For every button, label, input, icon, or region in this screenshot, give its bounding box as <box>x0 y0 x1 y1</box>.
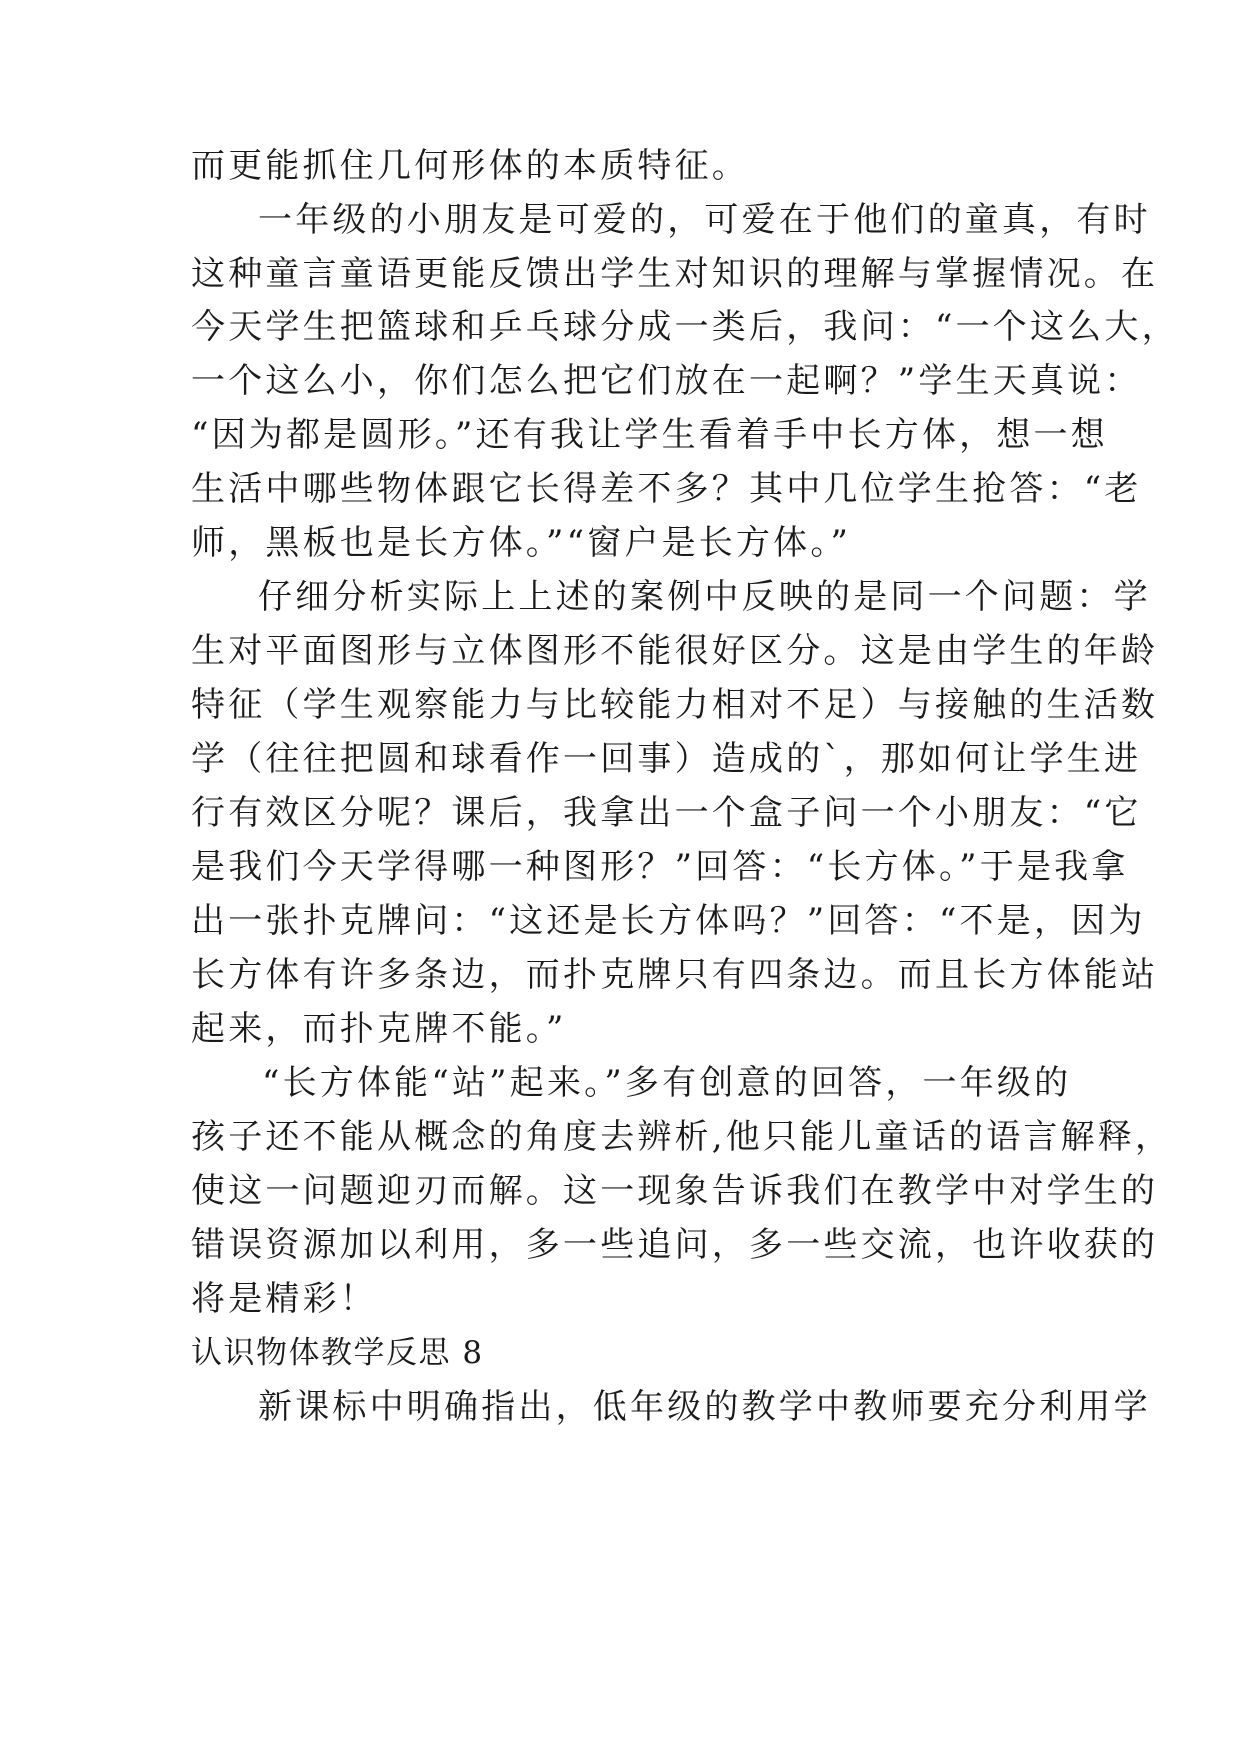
paragraph-line: 仔细分析实际上上述的案例中反映的是同一个问题：学 <box>258 577 1151 617</box>
paragraph-line: 一年级的小朋友是可爱的，可爱在于他们的童真，有时 <box>258 200 1151 240</box>
paragraph-line: 今天学生把篮球和乒乓球分成一类后，我问：“一个这么大， <box>191 307 1179 347</box>
paragraph-line: 长方体有许多条边，而扑克牌只有四条边。而且长方体能站 <box>191 955 1159 995</box>
paragraph-line: 是我们今天学得哪一种图形？”回答：“长方体。”于是我拿 <box>191 847 1129 887</box>
paragraph-line: 出一张扑克牌问：“这还是长方体吗？”回答：“不是，因为 <box>191 901 1146 941</box>
paragraph-line: 而更能抓住几何形体的本质特征。 <box>191 146 749 186</box>
paragraph-line: 特征（学生观察能力与比较能力相对不足）与接触的生活数 <box>191 685 1159 725</box>
paragraph-line: 生对平面图形与立体图形不能很好区分。这是由学生的年龄 <box>191 631 1159 671</box>
paragraph-line: 一个这么小，你们怎么把它们放在一起啊？”学生天真说： <box>191 361 1142 401</box>
paragraph-line: 师，黑板也是长方体。”“窗户是长方体。” <box>191 523 852 563</box>
paragraph-line: 起来，而扑克牌不能。” <box>191 1009 567 1049</box>
paragraph-line: 行有效区分呢？课后，我拿出一个盒子问一个小朋友：“它 <box>191 793 1142 833</box>
paragraph-line: 将是精彩！ <box>191 1279 377 1319</box>
paragraph-line: 这种童言童语更能反馈出学生对知识的理解与掌握情况。在 <box>191 254 1159 294</box>
paragraph-line: 使这一问题迎刃而解。这一现象告诉我们在教学中对学生的 <box>191 1171 1159 1211</box>
paragraph-line: “因为都是圆形。”还有我让学生看着手中长方体，想一想 <box>191 415 1108 455</box>
paragraph-line: “长方体能“站”起来。”多有创意的回答，一年级的 <box>262 1063 1072 1103</box>
paragraph-line: 生活中哪些物体跟它长得差不多？其中几位学生抢答：“老 <box>191 469 1142 509</box>
paragraph-line: 孩子还不能从概念的角度去辨析,他只能儿童话的语言解释， <box>191 1117 1173 1157</box>
paragraph-line: 新课标中明确指出，低年级的教学中教师要充分利用学 <box>258 1387 1151 1427</box>
paragraph-line: 学（往往把圆和球看作一回事）造成的`，那如何让学生进 <box>191 739 1142 779</box>
paragraph-line: 错误资源加以利用，多一些追问，多一些交流，也许收获的 <box>191 1225 1159 1265</box>
section-heading: 认识物体教学反思 8 <box>191 1335 484 1371</box>
